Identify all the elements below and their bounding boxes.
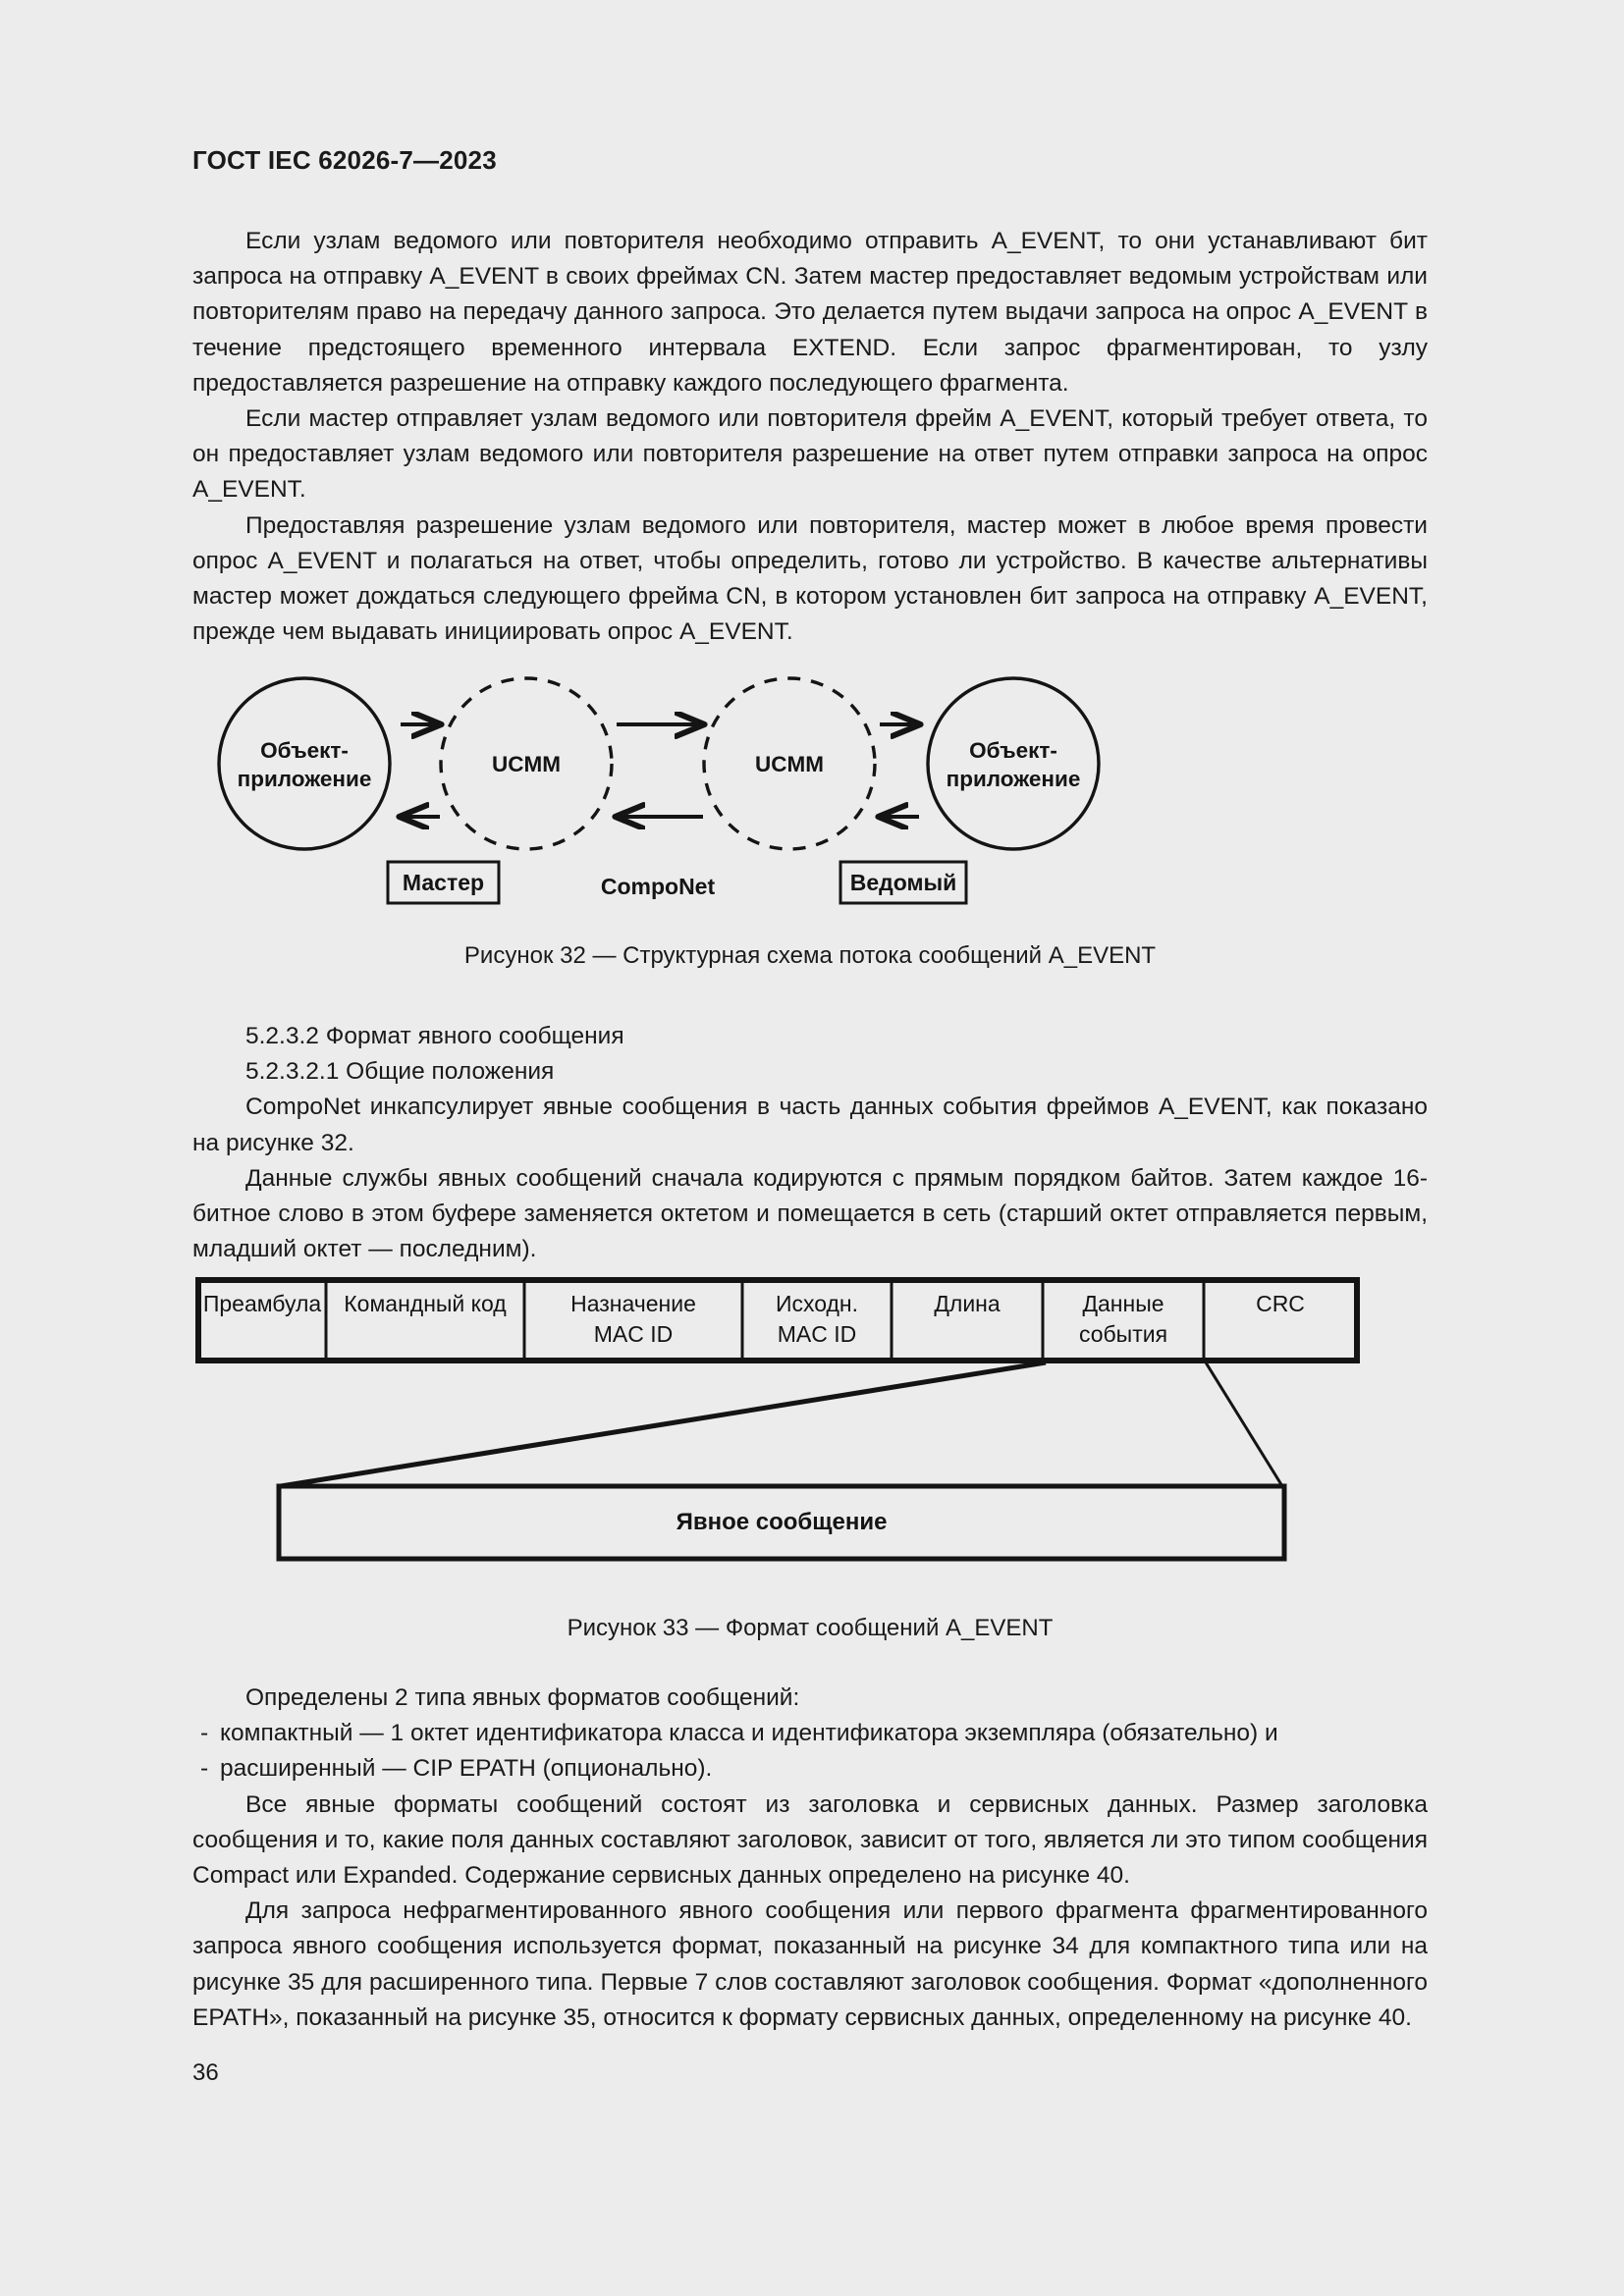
frame-field-line2: MAC ID: [593, 1321, 674, 1347]
frame-strip: [198, 1280, 1357, 1361]
frame-field: [203, 1291, 322, 1316]
paragraph: Предоставляя разрешение узлам ведомого или повторителя, мастер может в любое время провести опрос A_EVENT и полагаться на ответ, чтобы определить, готово ли устройство. В качестве альтернативы мастер может дождаться следующего фрейма CN, в котором установлен бит запроса на отправку A_EVENT, прежде чем выдавать инициировать опрос A_EVENT.: [192, 511, 1428, 646]
frame-field-line1: Исходн.: [775, 1291, 859, 1316]
frame-field: [776, 1291, 858, 1347]
frame-field: [1256, 1291, 1305, 1316]
list-bullet-marker: -: [200, 1720, 209, 1747]
frame-field: [934, 1291, 1001, 1316]
section-heading-2: 5.2.3.2.1 Общие положения: [245, 1058, 555, 1086]
frame-field-line1: Назначение: [570, 1291, 696, 1316]
node-label-line2: приложение: [946, 767, 1081, 791]
page-header-standard-id: ГОСТ IEC 62026-7—2023: [192, 145, 497, 175]
paragraph: Если мастер отправляет узлам ведомого или повторителя фрейм A_EVENT, который требует ответа, то он предоставляет узлам ведомого или повторителя разрешение на ответ путем отправки запроса на опрос A_EVENT.: [192, 405, 1428, 504]
list-item-text: расширенный — CIP EPATH (опционально).: [220, 1755, 713, 1783]
page-number: 36: [192, 2059, 219, 2086]
label-box-slave-text: Ведомый: [849, 870, 957, 895]
list-item: [192, 1751, 1428, 1787]
node-label-line1: Объект-: [969, 738, 1057, 763]
expanded-message-box: [279, 1486, 1284, 1559]
callout-leader-lines: [281, 1362, 1282, 1486]
list-item-text: компактный — 1 октет идентификатора класса и идентификатора экземпляра (обязательно) и: [220, 1720, 1278, 1747]
frame-field: [1079, 1291, 1167, 1347]
frame-field: [344, 1291, 507, 1316]
paragraph: CompoNet инкапсулирует явные сообщения в часть данных события фреймов A_EVENT, как показано на рисунке 32.: [192, 1094, 1428, 1156]
frame-field-line1: CRC: [1256, 1291, 1305, 1316]
expanded-message-label: Явное сообщение: [676, 1509, 888, 1535]
body-text-top: [192, 224, 1428, 650]
frame-field-line1: Длина: [934, 1291, 1001, 1316]
section-heading-1: 5.2.3.2 Формат явного сообщения: [245, 1023, 624, 1049]
frame-field: [570, 1291, 696, 1347]
network-label: CompoNet: [600, 874, 716, 899]
node-label-line2: приложение: [237, 767, 372, 791]
frame-field-line2: MAC ID: [777, 1321, 857, 1347]
node-label-line1: UCMM: [755, 752, 824, 776]
node-ucmm-slave: [704, 678, 875, 849]
paragraph: Если узлам ведомого или повторителя необходимо отправить A_EVENT, то они устанавливают бит запроса на отправку A_EVENT в своих фреймах CN. Затем мастер предоставляет ведомым устройствам или повторителям право на передачу данного запроса. Это делается путем выдачи запроса на опрос A_EVENT в течение предстоящего временного интервала EXTEND. Если запрос фрагментирован, то узлу предоставляется разрешение на отправку каждого последующего фрагмента.: [192, 228, 1428, 397]
node-application-object-master: [219, 678, 390, 849]
node-ucmm-master: [441, 678, 612, 849]
node-label-line1: UCMM: [492, 752, 561, 776]
paragraph: Для запроса нефрагментированного явного сообщения или первого фрагмента фрагментированного запроса явного сообщения используется формат, показанный на рисунке 34 для компактного типа или на рисунке 35 для расширенного типа. Первые 7 слов составляют заголовок сообщения. Формат «дополненного EPATH», показанный на рисунке 35, относится к формату сервисных данных, определенному на рисунке 40.: [192, 1897, 1428, 2031]
paragraph: Все явные форматы сообщений состоят из заголовка и сервисных данных. Размер заголовка сообщения и то, какие поля данных составляют заголовок, зависит от того, является ли это типом сообщения Compact или Expanded. Содержание сервисных данных определено на рисунке 40.: [192, 1790, 1428, 1890]
label-box-master-text: Мастер: [402, 870, 485, 895]
body-text-bottom: [192, 1681, 1428, 2036]
figure-32-caption: Рисунок 32 — Структурная схема потока сообщений A_EVENT: [463, 942, 1157, 969]
body-text-section: [192, 1019, 1428, 1267]
figure-33-frame-format-diagram: [192, 1266, 1428, 1590]
list-bullet-marker: -: [200, 1755, 209, 1783]
paragraph: Данные службы явных сообщений сначала кодируются с прямым порядком байтов. Затем каждое 16-битное слово в этом буфере заменяется октетом и помещается в сеть (старший октет отправляется первым, младший октет — последним).: [192, 1164, 1428, 1263]
frame-field-line1: Данные: [1082, 1291, 1164, 1316]
frame-field-line1: Командный код: [344, 1291, 507, 1316]
node-label-line1: Объект-: [260, 738, 349, 763]
frame-field-line2: события: [1078, 1321, 1168, 1347]
frame-field-line1: Преамбула: [202, 1291, 322, 1316]
list-item: [192, 1716, 1428, 1751]
figure-32-message-flow-diagram: [192, 648, 1428, 962]
figure-33-caption: Рисунок 33 — Формат сообщений A_EVENT: [567, 1615, 1054, 1641]
paragraph-intro: Определены 2 типа явных форматов сообщений:: [245, 1684, 800, 1711]
label-box-master: [388, 862, 499, 903]
label-box-slave: [840, 862, 966, 903]
node-application-object-slave: [928, 678, 1099, 849]
